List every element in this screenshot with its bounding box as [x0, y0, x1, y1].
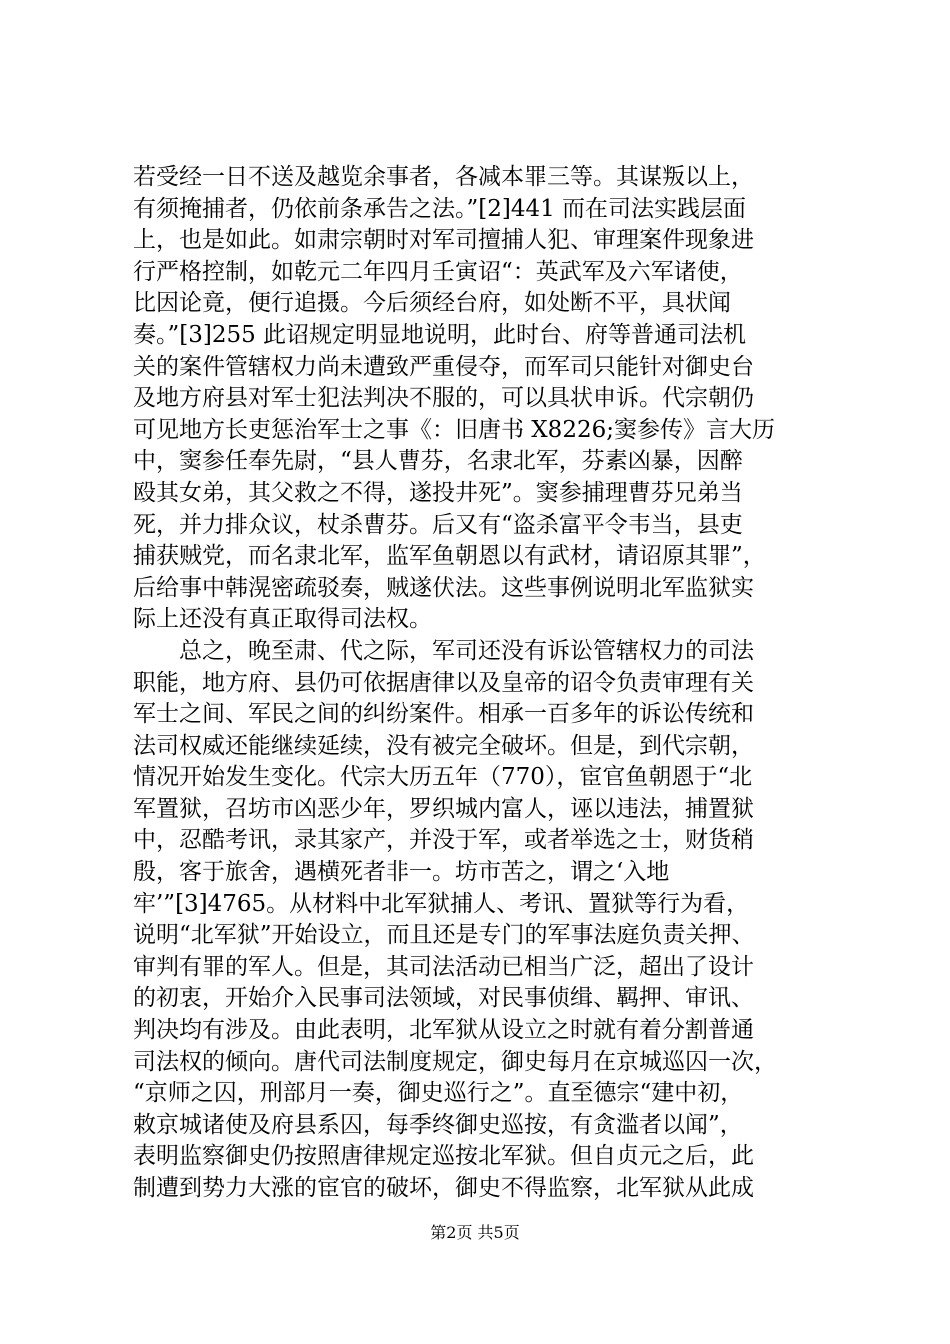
- body-text: [133, 162, 833, 1205]
- text-line: 后给事中韩滉密疏驳奏，贼遂伏法。这些事例说明北军监狱实: [133, 574, 754, 601]
- text-line: 判决均有涉及。由此表明，北军狱从设立之时就有着分割普通: [133, 1017, 754, 1044]
- text-line: 死，并力排众议，杖杀曹芬。后又有“盗杀富平令韦当，县吏: [133, 511, 743, 538]
- text-line: 敕京城诸使及府县系囚，每季终御史巡按，有贪滥者以闻”，: [133, 1111, 743, 1138]
- text-line: 可见地方长吏惩治军士之事《：旧唐书 X8226;窦参传》言大历: [133, 416, 775, 443]
- text-line: 中，窦参任奉先尉，“县人曹芬，名隶北军，芬素凶暴，因醉: [133, 448, 743, 475]
- text-line: 殷，客于旅舍，遇横死者非一。坊市苦之，谓之‘入地: [133, 859, 670, 886]
- text-line: 上，也是如此。如肃宗朝时对军司擅捕人犯、审理案件现象进: [133, 227, 754, 254]
- text-line: 若受经一日不送及越览余事者，各减本罪三等。其谋叛以上，: [133, 164, 754, 190]
- text-line: 职能，地方府、县仍可依据唐律以及皇帝的诏令负责审理有关: [133, 669, 754, 696]
- text-line: 审判有罪的军人。但是，其司法活动已相当广泛，超出了设计: [133, 953, 754, 980]
- page-number-footer: 第2页 共5页: [430, 1223, 520, 1242]
- text-line: 捕获贼党，而名隶北军，监军鱼朝恩以有武材，请诏原其罪”，: [133, 543, 766, 570]
- paragraph-start-line: 总之，晚至肃、代之际，军司还没有诉讼管辖权力的司法: [179, 637, 754, 664]
- text-line: 及地方府县对军士犯法判决不服的，可以具状申诉。代宗朝仍: [133, 385, 754, 412]
- text-line: 殴其女弟，其父救之不得，遂投井死”。窦参捕理曹芬兄弟当: [133, 479, 743, 506]
- text-line: 的初衷，开始介入民事司法领域，对民事侦缉、羁押、审讯、: [133, 985, 754, 1012]
- text-line: 牢’”[3]4765。从材料中北军狱捕人、考讯、置狱等行为看，: [133, 890, 750, 917]
- text-line: 说明“北军狱”开始设立，而且还是专门的军事法庭负责关押、: [133, 922, 755, 949]
- text-line: 际上还没有真正取得司法权。: [133, 606, 432, 633]
- text-line: 有须掩捕者，仍依前条承告之法。”[2]441 而在司法实践层面: [133, 195, 747, 222]
- text-line: 表明监察御史仍按照唐律规定巡按北军狱。但自贞元之后，此: [133, 1143, 754, 1170]
- text-line: 制遭到势力大涨的宦官的破坏，御史不得监察，北军狱从此成: [133, 1175, 754, 1201]
- text-line: 法司权威还能继续延续，没有被完全破坏。但是，到代宗朝，: [133, 732, 754, 759]
- text-line: 中，忍酷考讯，录其家产，并没于军，或者举选之士，财货稍: [133, 827, 754, 854]
- text-line: 行严格控制，如乾元二年四月壬寅诏“：英武军及六军诸使，: [133, 258, 743, 285]
- text-line: 军士之间、军民之间的纠纷案件。相承一百多年的诉讼传统和: [133, 701, 754, 728]
- text-line: “京师之囚，刑部月一奏，御史巡行之”。直至德宗“建中初，: [133, 1080, 744, 1107]
- text-line: 情况开始发生变化。代宗大历五年（770），宦官鱼朝恩于“北: [133, 764, 753, 791]
- text-line: 军置狱，召坊市凶恶少年，罗织城内富人，诬以违法，捕置狱: [133, 795, 754, 822]
- text-line: 奏。”[3]255 此诏规定明显地说明，此时台、府等普通司法机: [133, 321, 747, 348]
- text-line: 比因论竟，便行追摄。今后须经台府，如处断不平，具状闻: [133, 290, 731, 317]
- text-line: 司法权的倾向。唐代司法制度规定，御史每月在京城巡囚一次，: [133, 1048, 777, 1075]
- text-line: 关的案件管辖权力尚未遭致严重侵夺，而军司只能针对御史台: [133, 353, 754, 380]
